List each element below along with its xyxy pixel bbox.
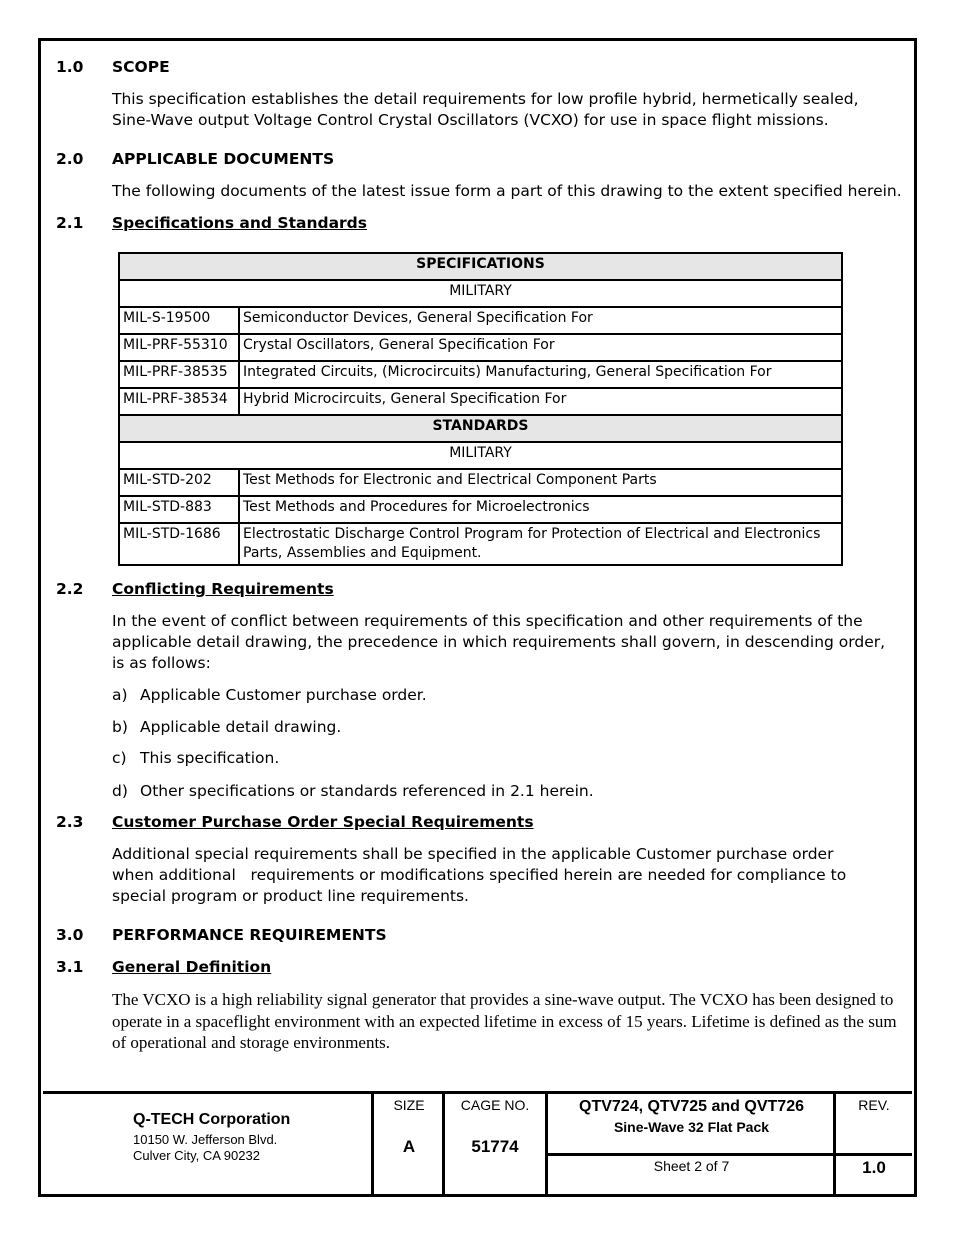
document-description: Test Methods and Procedures for Microelectronics bbox=[239, 496, 842, 523]
document-code: MIL-PRF-55310 bbox=[119, 334, 239, 361]
section-number: 3.1 bbox=[56, 958, 84, 976]
list-text: This specification. bbox=[140, 749, 280, 767]
table-row bbox=[119, 388, 842, 415]
document-description: Test Methods for Electronic and Electrical Component Parts bbox=[239, 469, 842, 496]
section-heading-specifications-standards: Specifications and Standards bbox=[112, 214, 368, 232]
conflicting-requirements-paragraph: In the event of conflict between requirements of this specification and other requirements of the applicable detail drawing, the precedence in which requirements shall govern, in descending order, is as follows: bbox=[112, 612, 886, 672]
specifications-table bbox=[118, 252, 843, 566]
section-number: 3.0 bbox=[56, 926, 84, 944]
list-marker: b) bbox=[112, 718, 128, 736]
document-description: Electrostatic Discharge Control Program for Protection of Electrical and Electronics Parts, Assemblies and Equipment. bbox=[239, 523, 842, 565]
size-value: A bbox=[402, 1137, 416, 1156]
table-row bbox=[119, 523, 842, 565]
section-heading-customer-po-requirements: Customer Purchase Order Special Requirements bbox=[112, 813, 534, 831]
drawing-title: QTV724, QTV725 and QVT726 bbox=[579, 1098, 804, 1115]
list-marker: a) bbox=[112, 686, 128, 704]
size-label: SIZE bbox=[393, 1097, 425, 1113]
table-section-header: STANDARDS bbox=[119, 415, 842, 442]
title-block bbox=[43, 1091, 912, 1196]
company-name: Q-TECH Corporation bbox=[133, 1111, 291, 1128]
company-address-line1: 10150 W. Jefferson Blvd. bbox=[133, 1132, 278, 1147]
list-item bbox=[112, 782, 594, 800]
document-code: MIL-STD-1686 bbox=[119, 523, 239, 565]
document-description: Crystal Oscillators, General Specification For bbox=[239, 334, 842, 361]
table-row bbox=[119, 469, 842, 496]
section-heading-applicable-documents: APPLICABLE DOCUMENTS bbox=[112, 150, 335, 168]
section-number: 2.2 bbox=[56, 580, 84, 598]
table-row bbox=[119, 361, 842, 388]
table-row bbox=[119, 307, 842, 334]
company-address-line2: Culver City, CA 90232 bbox=[133, 1148, 260, 1163]
table-row bbox=[119, 496, 842, 523]
table-subheader: MILITARY bbox=[119, 442, 842, 469]
list-item bbox=[112, 718, 341, 736]
document-code: MIL-S-19500 bbox=[119, 307, 239, 334]
list-text: Applicable Customer purchase order. bbox=[140, 686, 427, 704]
document-code: MIL-PRF-38535 bbox=[119, 361, 239, 388]
customer-po-paragraph: Additional special requirements shall be specified in the applicable Customer purchase order when additional requirements or modifications specified herein are needed for compliance to special program or product line requirements. bbox=[112, 845, 852, 905]
document-description: Hybrid Microcircuits, General Specification For bbox=[239, 388, 842, 415]
cage-value: 51774 bbox=[471, 1137, 519, 1156]
document-description: Semiconductor Devices, General Specification For bbox=[239, 307, 842, 334]
section-heading-general-definition: General Definition bbox=[112, 958, 272, 976]
section-heading-conflicting-requirements: Conflicting Requirements bbox=[112, 580, 334, 598]
table-row bbox=[119, 334, 842, 361]
section-heading-scope: SCOPE bbox=[112, 58, 170, 76]
revision-value: 1.0 bbox=[862, 1158, 886, 1177]
scope-paragraph: This specification establishes the detail requirements for low profile hybrid, hermetically sealed, Sine-Wave output Voltage Control Crystal Oscillators (VCXO) for use in space flight missions. bbox=[112, 90, 859, 129]
revision-label: REV. bbox=[858, 1097, 890, 1113]
table-section-header: SPECIFICATIONS bbox=[119, 253, 842, 280]
list-text: Other specifications or standards referenced in 2.1 herein. bbox=[140, 782, 594, 800]
drawing-subtitle: Sine-Wave 32 Flat Pack bbox=[613, 1119, 770, 1135]
document-code: MIL-STD-202 bbox=[119, 469, 239, 496]
document-description: Integrated Circuits, (Microcircuits) Manufacturing, General Specification For bbox=[239, 361, 842, 388]
list-text: Applicable detail drawing. bbox=[140, 718, 342, 736]
sheet-number: Sheet 2 of 7 bbox=[653, 1158, 730, 1174]
section-heading-performance-requirements: PERFORMANCE REQUIREMENTS bbox=[112, 926, 387, 944]
list-item bbox=[112, 749, 279, 767]
general-definition-paragraph: The VCXO is a high reliability signal generator that provides a sine-wave output. The VCXO has been designed to operate in a spaceflight environment with an expected lifetime in excess of 15 years. Lifetime is defined as the sum of operational and storage environments. bbox=[112, 990, 897, 1052]
list-marker: d) bbox=[112, 782, 128, 800]
document-code: MIL-STD-883 bbox=[119, 496, 239, 523]
document-code: MIL-PRF-38534 bbox=[119, 388, 239, 415]
list-item bbox=[112, 686, 427, 704]
list-marker: c) bbox=[112, 749, 127, 767]
applicable-documents-paragraph: The following documents of the latest issue form a part of this drawing to the extent specified herein. bbox=[112, 182, 902, 200]
section-number: 1.0 bbox=[56, 58, 84, 76]
section-number: 2.3 bbox=[56, 813, 84, 831]
section-number: 2.0 bbox=[56, 150, 84, 168]
cage-label: CAGE NO. bbox=[460, 1097, 530, 1113]
section-number: 2.1 bbox=[56, 214, 84, 232]
table-subheader: MILITARY bbox=[119, 280, 842, 307]
